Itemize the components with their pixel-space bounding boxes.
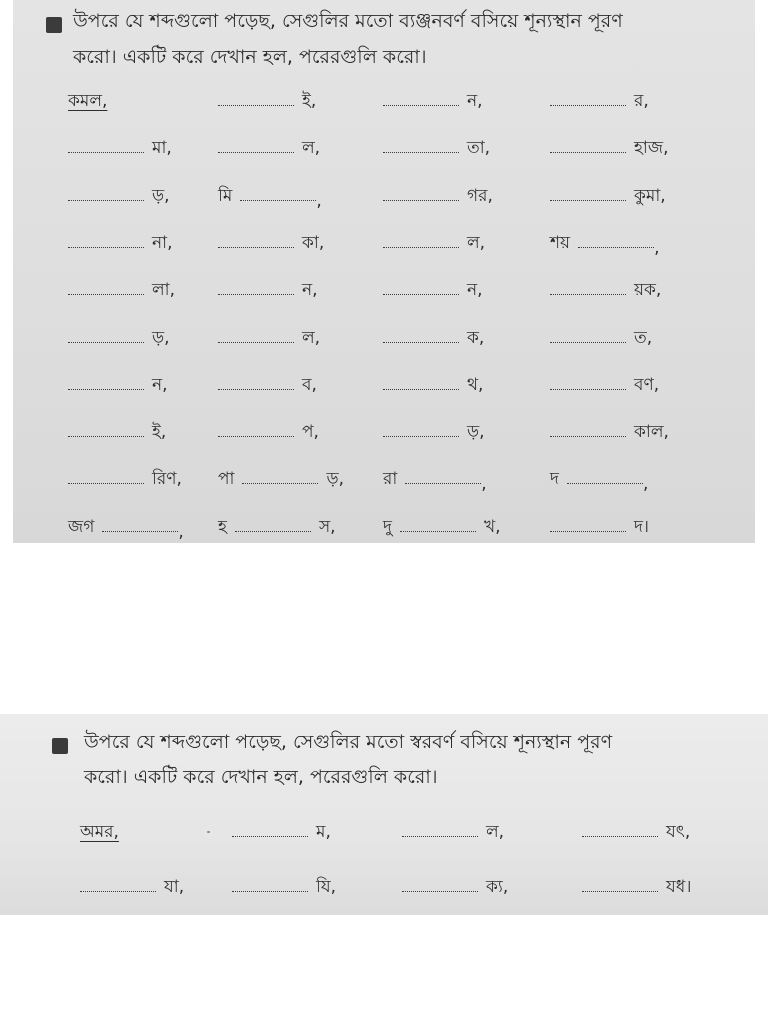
exercise-item [383, 417, 485, 447]
word-suffix: যা, [164, 877, 185, 897]
exercise-item [550, 323, 652, 353]
exercise-item [383, 512, 501, 542]
fill-blank[interactable] [400, 531, 476, 532]
word-suffix: কুমা, [634, 185, 666, 206]
exercise-item [218, 512, 336, 542]
word-suffix: ই, [152, 422, 167, 443]
fill-blank[interactable] [405, 483, 481, 484]
fill-blank[interactable] [240, 200, 316, 201]
fill-blank[interactable] [582, 836, 658, 837]
fill-blank[interactable] [550, 152, 626, 153]
word-suffix: ন, [467, 280, 483, 301]
example-word: কমল, [68, 91, 108, 111]
word-suffix: ব, [302, 374, 317, 395]
exercise-item [68, 464, 182, 494]
exercise-row [13, 181, 755, 211]
word-prefix: রা [383, 469, 398, 490]
fill-blank[interactable] [80, 891, 156, 892]
word-suffix: ড়, [152, 185, 170, 206]
fill-blank[interactable] [68, 389, 144, 390]
exercise-item [383, 370, 483, 400]
exercise-item [383, 133, 490, 163]
word-suffix: লা, [152, 280, 176, 301]
exercise-item [68, 417, 166, 447]
word-suffix: রিণ, [152, 469, 182, 490]
instruction-line-1: উপরে যে শব্দগুলো পড়েছ, সেগুলির মতো স্বরবর্ণ বসিয়ে শূন্যস্থান পূরণ [84, 731, 613, 753]
exercise-item [218, 86, 316, 116]
exercise-item [550, 275, 661, 305]
word-suffix: ল, [467, 232, 486, 253]
fill-blank[interactable] [68, 294, 144, 295]
fill-blank[interactable] [402, 836, 478, 837]
word-suffix: ল, [486, 822, 505, 842]
exercise-item [80, 872, 184, 902]
word-suffix: বণ, [634, 374, 660, 395]
word-suffix: ম, [316, 822, 331, 842]
exercise-item [232, 817, 331, 847]
exercise-item [232, 872, 336, 902]
exercise-item [383, 181, 493, 211]
exercise-row [13, 86, 755, 116]
exercise-item [68, 181, 170, 211]
fill-blank[interactable] [218, 152, 294, 153]
fill-blank[interactable] [218, 105, 294, 106]
fill-blank[interactable] [383, 389, 459, 390]
exercise-item [218, 370, 317, 400]
word-suffix: , [654, 237, 660, 258]
word-suffix: ন, [152, 374, 168, 395]
fill-blank[interactable] [68, 247, 144, 248]
fill-blank[interactable] [68, 152, 144, 153]
word-prefix: মি [218, 185, 233, 206]
fill-blank[interactable] [550, 105, 626, 106]
square-bullet-icon [46, 17, 62, 33]
fill-blank[interactable] [383, 294, 459, 295]
square-bullet-icon [52, 738, 68, 754]
word-suffix: ই, [302, 91, 317, 111]
exercise-item [68, 86, 107, 116]
exercise-item [383, 323, 484, 353]
fill-blank[interactable] [550, 200, 626, 201]
fill-blank[interactable] [68, 436, 144, 437]
exercise-item [80, 817, 119, 847]
word-suffix: যি, [316, 877, 337, 897]
fill-blank[interactable] [550, 389, 626, 390]
word-suffix: কাল, [634, 422, 669, 443]
word-suffix: ক্য, [486, 877, 509, 897]
exercise-row [13, 370, 755, 400]
fill-blank[interactable] [68, 200, 144, 201]
word-suffix: ত, [634, 327, 653, 348]
exercise-item [550, 370, 659, 400]
exercise-row [13, 464, 755, 494]
exercise-row [0, 872, 768, 902]
instruction-line-2: করো। একটি করে দেখান হল, পরেরগুলি করো। [84, 766, 438, 788]
word-prefix: দ [550, 469, 559, 490]
word-suffix: যধ। [666, 877, 692, 897]
exercise-row [13, 133, 755, 163]
fill-blank[interactable] [567, 483, 643, 484]
example-word: অমর, [80, 822, 119, 842]
word-suffix: , [178, 521, 184, 542]
fill-blank[interactable] [242, 483, 318, 484]
exercise-item [550, 181, 666, 211]
word-suffix: হাজ, [634, 138, 669, 159]
word-suffix: যৎ, [666, 822, 691, 842]
exercise-item [218, 417, 319, 447]
word-suffix: ক, [467, 327, 485, 348]
exercise-row [13, 275, 755, 305]
exercise-item [68, 133, 172, 163]
fill-blank[interactable] [383, 247, 459, 248]
exercise-item [68, 275, 175, 305]
exercise-item [68, 228, 172, 258]
exercise-item [550, 86, 649, 116]
word-suffix: থ, [467, 374, 484, 395]
word-suffix: , [316, 190, 322, 211]
exercise-item [550, 417, 669, 447]
word-suffix: ল, [302, 327, 321, 348]
word-suffix: , [642, 474, 649, 495]
exercise-item [218, 181, 322, 211]
exercise-item [218, 228, 324, 258]
fill-blank[interactable] [68, 483, 144, 484]
exercise-item [550, 133, 668, 163]
word-suffix: ন, [302, 280, 318, 301]
fill-blank[interactable] [232, 836, 308, 837]
fill-blank[interactable] [235, 531, 311, 532]
fill-blank[interactable] [578, 247, 654, 248]
word-suffix: তা, [467, 138, 491, 159]
exercise-item [383, 86, 483, 116]
word-suffix: ল, [302, 138, 321, 159]
word-suffix: ন, [467, 91, 483, 111]
fill-blank[interactable] [232, 891, 308, 892]
exercise-item [402, 817, 504, 847]
fill-blank[interactable] [550, 294, 626, 295]
word-suffix: র, [634, 91, 649, 111]
fill-blank[interactable] [402, 891, 478, 892]
exercise-item [218, 133, 320, 163]
exercise-item [550, 228, 659, 258]
exercise-row [0, 817, 768, 847]
word-suffix: মা, [152, 138, 172, 159]
word-suffix: , [481, 474, 487, 495]
fill-blank[interactable] [218, 294, 294, 295]
fill-blank[interactable] [550, 436, 626, 437]
exercise-row [13, 417, 755, 447]
bottom-exercise-sheet [0, 714, 768, 915]
word-prefix: জগ [68, 516, 95, 537]
word-suffix: য়ক, [634, 280, 662, 301]
fill-blank[interactable] [383, 152, 459, 153]
exercise-row [13, 323, 755, 353]
exercise-row [13, 512, 755, 542]
word-suffix: কা, [302, 232, 325, 253]
word-suffix: দ। [634, 516, 650, 537]
fill-blank[interactable] [218, 436, 294, 437]
fill-blank[interactable] [68, 342, 144, 343]
fill-blank[interactable] [218, 342, 294, 343]
fill-blank[interactable] [582, 891, 658, 892]
word-suffix: প, [302, 422, 319, 443]
fill-blank[interactable] [550, 531, 626, 532]
word-prefix: পা [218, 469, 235, 490]
exercise-item [550, 464, 648, 494]
fill-blank[interactable] [102, 531, 178, 532]
word-suffix: স, [318, 516, 336, 537]
fill-blank[interactable] [383, 342, 459, 343]
exercise-item [550, 512, 649, 542]
exercise-item [383, 228, 485, 258]
word-suffix: গর, [467, 185, 493, 206]
exercise-item [383, 464, 487, 494]
word-suffix: না, [152, 232, 173, 253]
word-suffix: খ, [483, 516, 501, 537]
exercise-row [13, 228, 755, 258]
instruction-line-1: উপরে যে শব্দগুলো পড়েছ, সেগুলির মতো ব্যঞ্জনবর্ণ বসিয়ে শূন্যস্থান পূরণ [73, 10, 623, 32]
fill-blank[interactable] [383, 200, 459, 201]
exercise-item [582, 872, 691, 902]
word-prefix: দু [383, 516, 392, 537]
exercise-item [402, 872, 508, 902]
word-suffix: ড়, [467, 422, 485, 443]
word-prefix: হ [218, 516, 227, 537]
instruction-line-2: করো। একটি করে দেখান হল, পরেরগুলি করো। [73, 46, 427, 68]
word-prefix: শয় [550, 232, 571, 253]
word-suffix: ড়, [326, 469, 345, 490]
exercise-item [218, 464, 344, 494]
fill-blank[interactable] [218, 389, 294, 390]
fill-blank[interactable] [550, 342, 626, 343]
exercise-item [68, 512, 184, 542]
fill-blank[interactable] [383, 105, 459, 106]
exercise-item [383, 275, 483, 305]
fill-blank[interactable] [218, 247, 294, 248]
exercise-item [582, 817, 690, 847]
exercise-item [218, 275, 318, 305]
top-exercise-sheet [13, 0, 755, 543]
exercise-item [68, 323, 170, 353]
exercise-item [218, 323, 320, 353]
word-suffix: ড়, [152, 327, 170, 348]
exercise-item [68, 370, 168, 400]
fill-blank[interactable] [383, 436, 459, 437]
